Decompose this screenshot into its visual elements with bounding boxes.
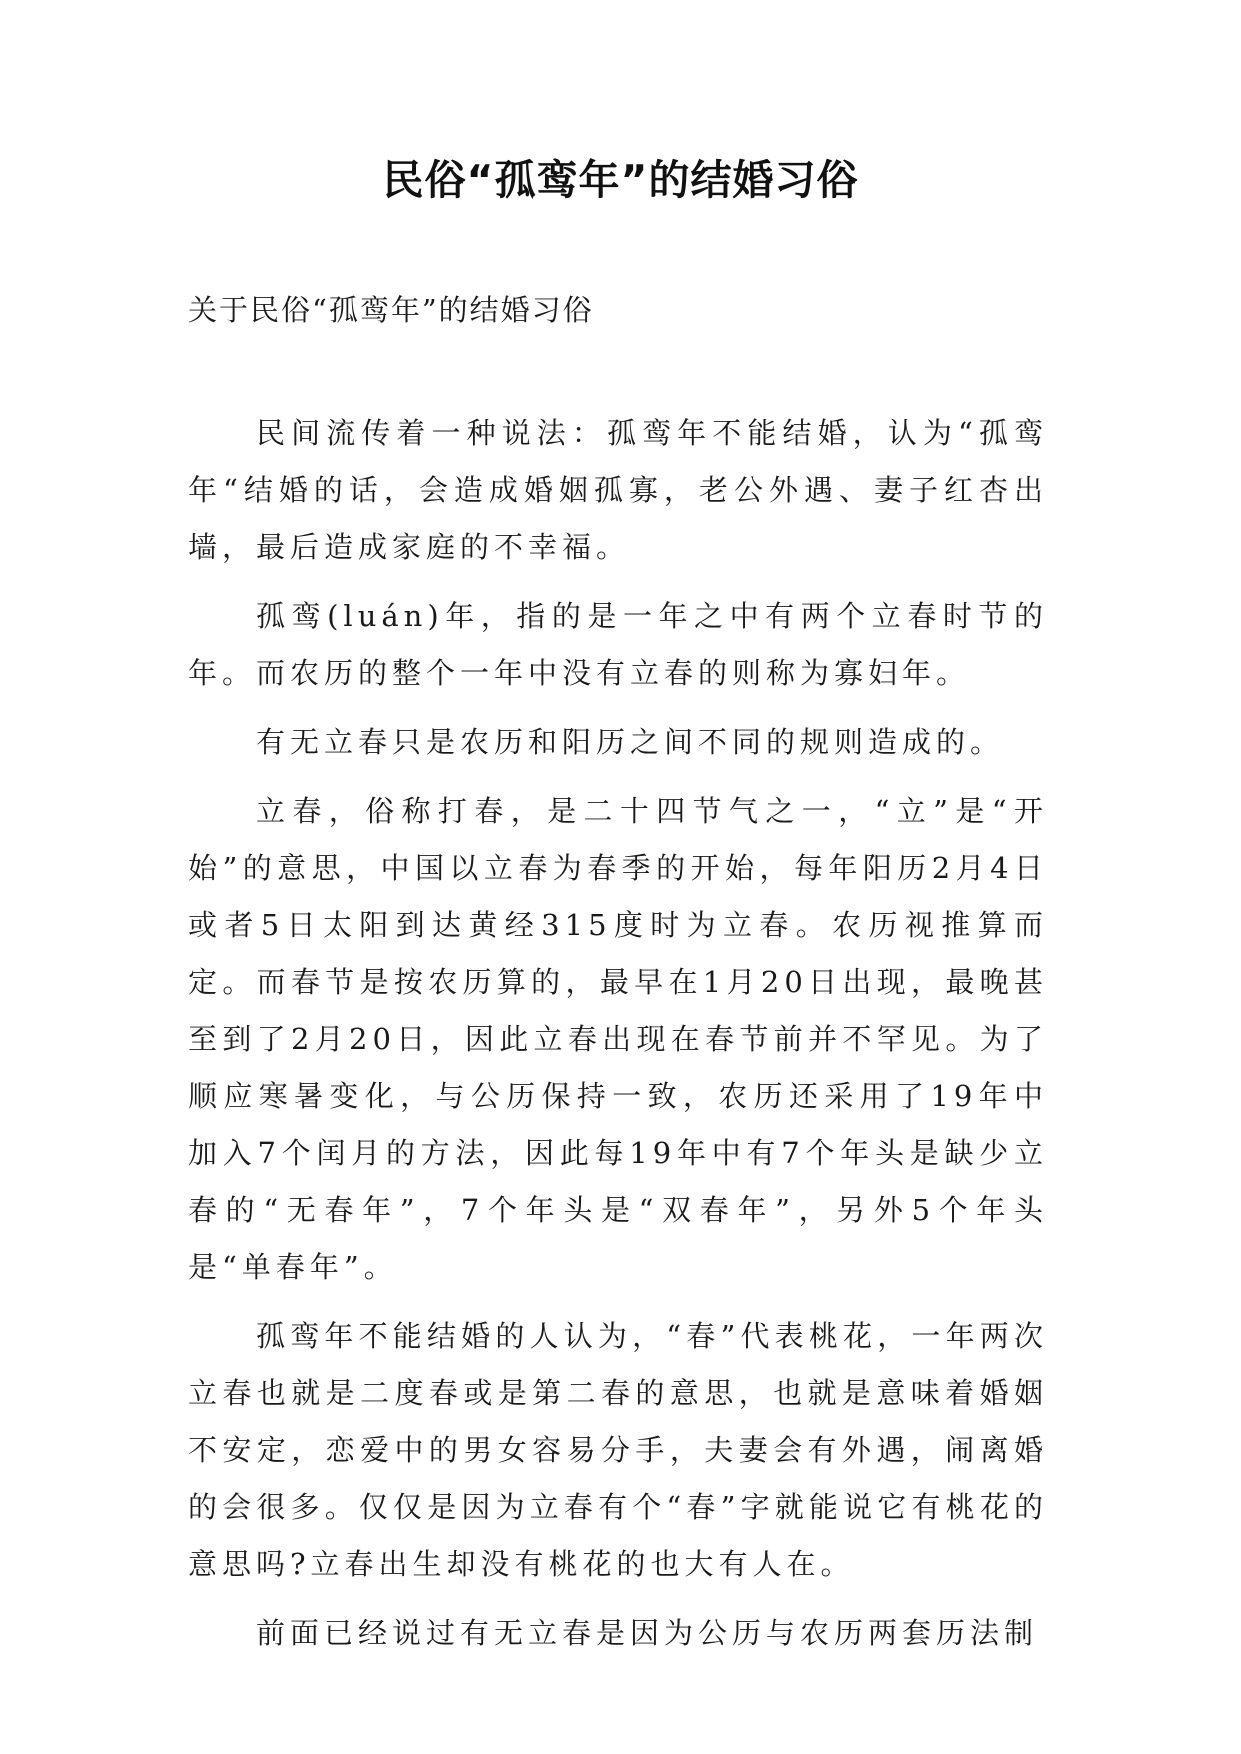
paragraph: 民间流传着一种说法：孤鸾年不能结婚，认为“孤鸾年“结婚的话，会造成婚姻孤寡，老公外遇、妻子红杏出墙，最后造成家庭的不幸福。: [188, 416, 1048, 564]
document-subtitle: 关于民俗“孤鸾年”的结婚习俗: [188, 293, 594, 327]
document-body: [188, 405, 1048, 1674]
paragraph: 前面已经说过有无立春是因为公历与农历两套历法制: [256, 1616, 1039, 1650]
paragraph: 孤鸾年不能结婚的人认为，“春”代表桃花，一年两次立春也就是二度春或是第二春的意思，也就是意味着婚姻不安定，恋爱中的男女容易分手，夫妻会有外遇，闹离婚的会很多。仅仅是因为立春有个“春”字就能说它有桃花的意思吗?立春出生却没有桃花的也大有人在。: [188, 1319, 1048, 1581]
paragraph: 孤鸾(luán)年，指的是一年之中有两个立春时节的年。而农历的整个一年中没有立春的则称为寡妇年。: [188, 599, 1048, 690]
document-title: 民俗“孤鸾年”的结婚习俗: [382, 156, 859, 204]
paragraph: 有无立春只是农历和阳历之间不同的规则造成的。: [256, 725, 1005, 759]
paragraph: 立春，俗称打春，是二十四节气之一，“立”是“开始”的意思，中国以立春为春季的开始，每年阳历2月4日或者5日太阳到达黄经315度时为立春。农历视推算而定。而春节是按农历算的，最早在1月20日出现，最晚甚至到了2月20日，因此立春出现在春节前并不罕见。为了顺应寒暑变化，与公历保持一致，农历还采用了19年中加入7个闰月的方法，因此每19年中有7个年头是缺少立春的“无春年”，7个年头是“双春年”，另外5个年头是“单春年”。: [188, 794, 1048, 1284]
